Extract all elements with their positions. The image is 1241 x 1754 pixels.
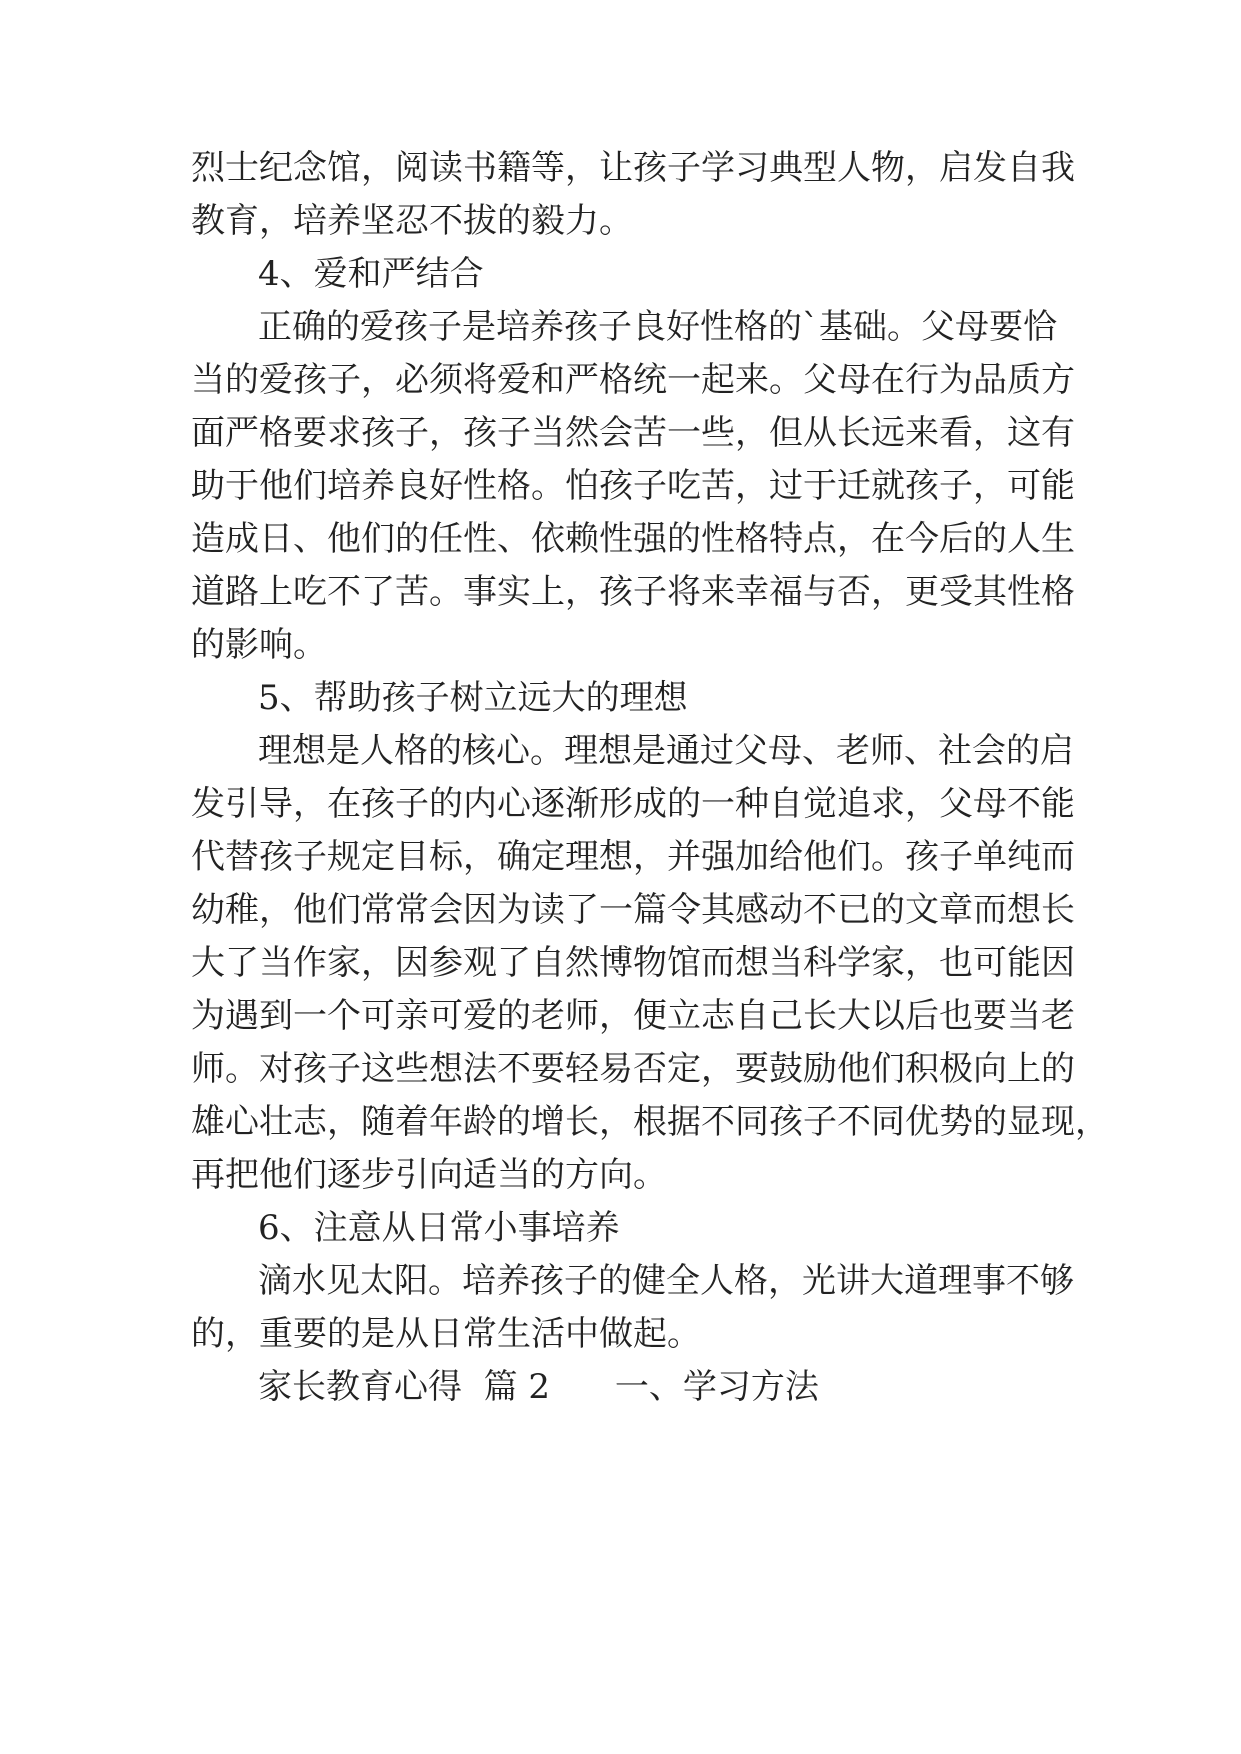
section-heading: 6、注意从日常小事培养 — [258, 1208, 620, 1248]
text-line: 发引导，在孩子的内心逐渐形成的一种自觉追求，父母不能 — [191, 784, 1075, 824]
section-heading: 4、爱和严结合 — [258, 254, 484, 294]
text-line: 理想是人格的核心。理想是通过父母、老师、社会的启 — [258, 731, 1074, 771]
text-line: 教育，培养坚忍不拔的毅力。 — [191, 201, 633, 241]
text-line: 当的爱孩子，必须将爱和严格统一起来。父母在行为品质方 — [191, 360, 1075, 400]
section-heading: 5、帮助孩子树立远大的理想 — [258, 678, 688, 718]
text-line: 再把他们逐步引向适当的方向。 — [191, 1155, 667, 1195]
text-line: 雄心壮志，随着年龄的增长，根据不同孩子不同优势的显现， — [191, 1102, 1109, 1142]
text-line: 造成日、他们的任性、依赖性强的性格特点，在今后的人生 — [191, 519, 1075, 559]
text-line: 幼稚，他们常常会因为读了一篇令其感动不已的文章而想长 — [191, 890, 1075, 930]
text-line: 助于他们培养良好性格。怕孩子吃苦，过于迁就孩子，可能 — [191, 466, 1075, 506]
text-line: 的，重要的是从日常生活中做起。 — [191, 1314, 701, 1354]
text-line: 滴水见太阳。培养孩子的健全人格，光讲大道理事不够 — [258, 1261, 1074, 1301]
text-line: 烈士纪念馆，阅读书籍等，让孩子学习典型人物，启发自我 — [191, 148, 1075, 188]
text-line: 代替孩子规定目标，确定理想，并强加给他们。孩子单纯而 — [191, 837, 1075, 877]
text-line: 师。对孩子这些想法不要轻易否定，要鼓励他们积极向上的 — [191, 1049, 1075, 1089]
text-line: 正确的爱孩子是培养孩子良好性格的`基础。父母要恰 — [258, 307, 1057, 347]
text-line: 大了当作家，因参观了自然博物馆而想当科学家，也可能因 — [191, 943, 1075, 983]
text-line: 为遇到一个可亲可爱的老师，便立志自己长大以后也要当老 — [191, 996, 1075, 1036]
text-line: 面严格要求孩子，孩子当然会苦一些，但从长远来看，这有 — [191, 413, 1075, 453]
text-line: 的影响。 — [191, 625, 327, 665]
article-heading: 家长教育心得 篇 2 一、学习方法 — [258, 1367, 819, 1407]
text-line: 道路上吃不了苦。事实上，孩子将来幸福与否，更受其性格 — [191, 572, 1075, 612]
